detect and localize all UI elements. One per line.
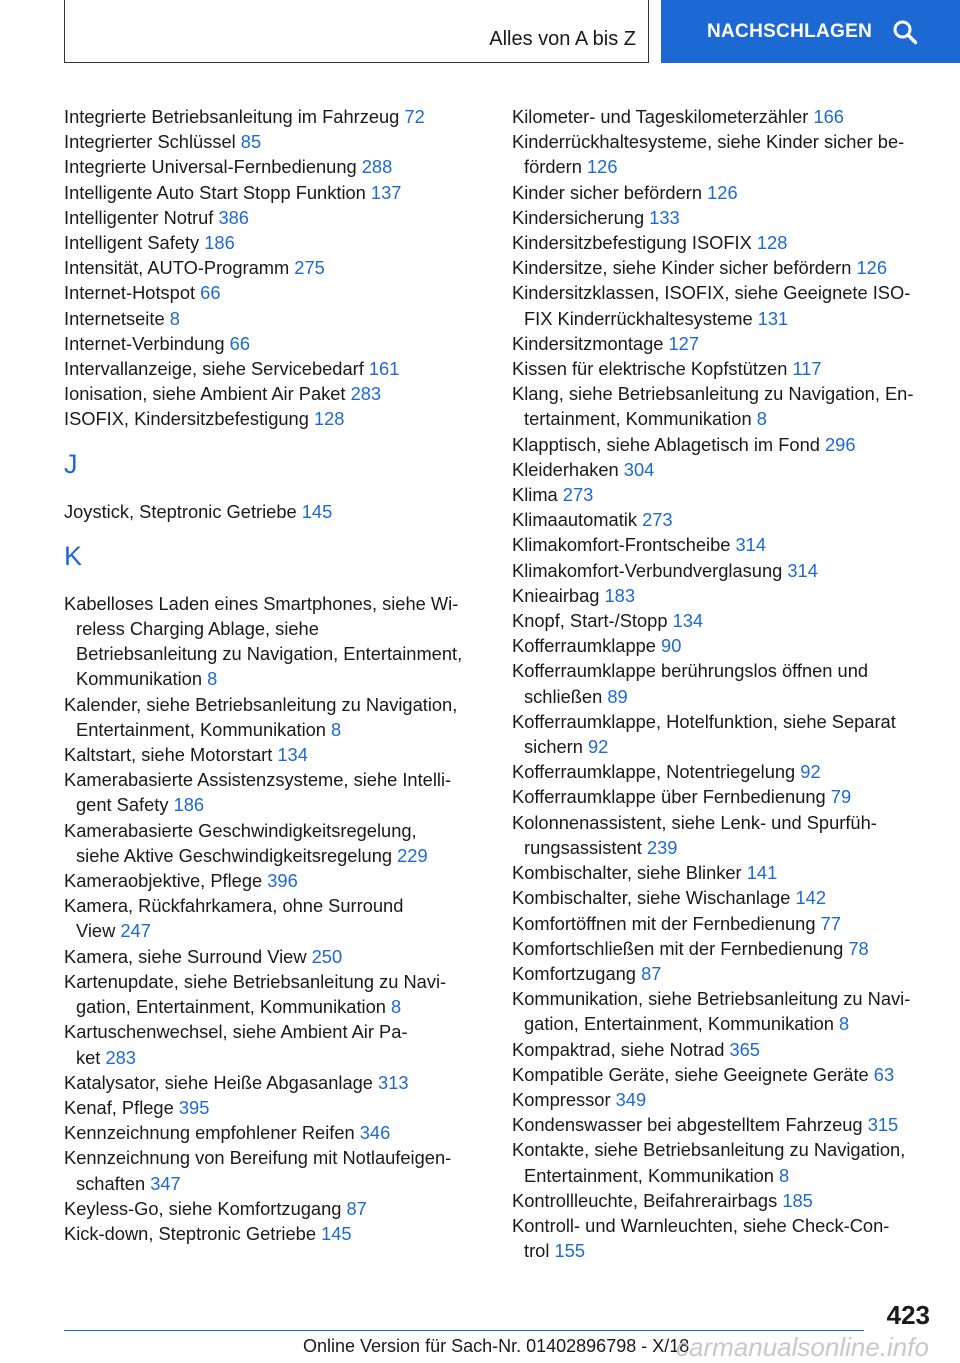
entry-term: Klima (512, 484, 563, 506)
page-reference-link[interactable]: 133 (649, 206, 680, 228)
index-entry (512, 381, 932, 431)
page-reference-link[interactable]: 395 (178, 1096, 210, 1118)
entry-term: Kartenupdate, siehe Betriebsanleitung zu Navi- (64, 970, 447, 992)
page-reference-link[interactable]: 346 (359, 1122, 391, 1144)
header-section-box (64, 0, 649, 63)
entry-term: Entertainment, Kommunikation (76, 718, 332, 740)
entry-term: Integrierte Universal-Fernbedienung (64, 156, 362, 178)
page-reference-link[interactable]: 186 (204, 232, 235, 254)
index-entry (512, 633, 932, 658)
index-entry (512, 255, 932, 280)
entry-term: Kennzeichnung von Bereifung mit Notlaufeigen- (64, 1147, 452, 1169)
index-entry (512, 1188, 932, 1213)
index-entry (64, 280, 484, 305)
index-entry (64, 255, 484, 280)
entry-term: Kinderrückhaltesysteme, siehe Kinder sicher be- (512, 131, 905, 153)
page-reference-link[interactable]: 250 (311, 945, 343, 967)
index-entry (512, 104, 932, 129)
index-entry (512, 432, 932, 457)
tab-nachschlagen[interactable] (661, 0, 960, 63)
entry-term: Intelligente Auto Start Stopp Funktion (64, 181, 371, 203)
entry-term: gation, Entertainment, Kommunikation (524, 1013, 840, 1035)
page-reference-link[interactable]: 229 (397, 844, 428, 866)
index-entry (512, 860, 932, 885)
page-reference-link[interactable]: 127 (668, 332, 700, 354)
page-reference-link[interactable]: 79 (830, 786, 852, 808)
entry-term: siehe Aktive Geschwindigkeitsregelung (76, 844, 398, 866)
entry-term: Knopf, Start-/Stopp (512, 610, 673, 632)
index-entry (64, 742, 484, 767)
entry-term: Kindersitze, siehe Kinder sicher befördern (512, 257, 857, 279)
entry-term: Komfortzugang (512, 962, 642, 984)
page-reference-link[interactable]: 314 (787, 559, 818, 581)
page-reference-link[interactable]: 365 (729, 1038, 760, 1060)
tab-label: NACHSCHLAGEN (707, 20, 873, 42)
page-reference-link[interactable]: 90 (661, 635, 682, 657)
entry-term: Intervallanzeige, siehe Servicebedarf (64, 358, 369, 380)
index-entry (64, 381, 484, 406)
index-entry (512, 129, 932, 179)
entry-term: Intelligenter Notruf (64, 206, 219, 228)
index-entry (512, 961, 932, 986)
page-reference-link[interactable]: 72 (404, 106, 425, 127)
page-reference-link[interactable]: 247 (120, 920, 151, 942)
page-reference-link[interactable]: 296 (825, 433, 856, 455)
index-entry (64, 818, 484, 868)
index-entry (512, 230, 932, 255)
entry-term: Kennzeichnung empfohlener Reifen (64, 1122, 360, 1144)
entry-term: Kompressor (512, 1088, 616, 1110)
entry-term: Klang, siehe Betriebsanleitung zu Navigation, En- (512, 383, 914, 405)
index-column-right (512, 104, 932, 1263)
index-entry (512, 280, 932, 330)
page-reference-link[interactable]: 396 (267, 870, 298, 892)
entry-term: Komfortöffnen mit der Fernbedienung (512, 912, 821, 934)
page-reference-link[interactable]: 77 (820, 912, 841, 934)
entry-term: Klimakomfort-Frontscheibe (512, 534, 736, 556)
entry-term: Kontrollleuchte, Beifahrerairbags (512, 1189, 783, 1211)
entry-term: Kompaktrad, siehe Notrad (512, 1038, 730, 1060)
index-entry (64, 306, 484, 331)
index-entry (512, 759, 932, 784)
page-reference-link[interactable]: 8 (331, 718, 342, 740)
page-reference-link[interactable]: 304 (623, 458, 655, 480)
page-reference-link[interactable]: 134 (672, 610, 704, 632)
index-entry (512, 1137, 932, 1187)
entry-term: Intensität, AUTO-Programm (64, 257, 295, 279)
entry-term: Intelligent Safety (64, 232, 205, 254)
entry-term: Kartuschenwechsel, siehe Ambient Air Pa- (64, 1021, 408, 1043)
index-entry (512, 608, 932, 633)
index-entry (64, 154, 484, 179)
entry-term: Kinder sicher befördern (512, 181, 708, 203)
page-reference-link[interactable]: 275 (294, 257, 325, 279)
page-reference-link[interactable]: 273 (642, 509, 673, 531)
entry-term: Internetseite (64, 307, 170, 329)
index-entry (512, 583, 932, 608)
index-entry (512, 936, 932, 961)
index-entry (64, 1196, 484, 1221)
entry-term: Kindersitzklassen, ISOFIX, siehe Geeignete ISO- (512, 282, 911, 304)
index-entry (64, 1019, 484, 1069)
entry-term: Kondenswasser bei abgestelltem Fahrzeug (512, 1114, 868, 1136)
index-entry (512, 709, 932, 759)
entry-term: Kindersicherung (512, 206, 650, 228)
page-reference-link[interactable]: 283 (105, 1046, 136, 1068)
index-entry (64, 692, 484, 742)
page-reference-link[interactable]: 349 (615, 1088, 647, 1110)
entry-term: sichern (524, 736, 589, 758)
page-reference-link[interactable]: 131 (757, 307, 789, 329)
entry-term: Kofferraumklappe berührungslos öffnen und (512, 660, 869, 682)
entry-term: Entertainment, Kommunikation (524, 1164, 780, 1186)
page-reference-link[interactable]: 273 (562, 484, 594, 506)
page-reference-link[interactable]: 8 (779, 1164, 790, 1186)
index-entry (512, 482, 932, 507)
page-reference-link[interactable]: 66 (229, 332, 251, 354)
index-entry (64, 180, 484, 205)
entry-term: fördern (524, 156, 588, 178)
index-entry (512, 1037, 932, 1062)
page-reference-link[interactable]: 87 (641, 962, 662, 984)
index-entry (512, 784, 932, 809)
page-reference-link[interactable]: 183 (604, 584, 636, 606)
entry-term: Knieairbag (512, 584, 605, 606)
page-reference-link[interactable]: 8 (391, 996, 402, 1018)
entry-term: schließen (524, 685, 608, 707)
page-reference-link[interactable]: 63 (873, 1063, 895, 1085)
entry-term: Kofferraumklappe, Hotelfunktion, siehe Separat (512, 710, 896, 732)
page-reference-link[interactable]: 126 (707, 181, 738, 203)
entry-term: Kofferraumklappe (512, 635, 662, 657)
page-reference-link[interactable]: 128 (313, 408, 345, 430)
entry-term: Kommunikation (76, 668, 208, 690)
index-entry (64, 1221, 484, 1246)
entry-term: Katalysator, siehe Heiße Abgasanlage (64, 1071, 379, 1093)
index-entry (64, 104, 484, 129)
page-reference-link[interactable]: 92 (588, 736, 609, 758)
index-entry (64, 230, 484, 255)
entry-term: tertainment, Kommunikation (524, 408, 757, 430)
index-entry (64, 1095, 484, 1120)
index-entry (512, 457, 932, 482)
entry-term: Kissen für elektrische Kopfstützen (512, 358, 793, 380)
index-entry (64, 499, 484, 524)
index-entry (64, 129, 484, 154)
index-entry (512, 507, 932, 532)
entry-term: Keyless-Go, siehe Komfortzugang (64, 1197, 347, 1219)
page-reference-link[interactable]: 142 (795, 887, 827, 909)
index-entry (512, 658, 932, 708)
page-reference-link[interactable]: 166 (813, 106, 844, 127)
entry-term: Kombischalter, siehe Blinker (512, 862, 747, 884)
page-number: 423 (886, 1300, 930, 1330)
index-entry (64, 969, 484, 1019)
index-entry (64, 1070, 484, 1095)
entry-term: Klimakomfort-Verbundverglasung (512, 559, 788, 581)
index-letter-heading: K (64, 540, 83, 571)
page-reference-link[interactable]: 185 (782, 1189, 813, 1211)
page-reference-link[interactable]: 314 (735, 534, 767, 556)
entry-term: Joystick, Steptronic Getriebe (64, 500, 302, 522)
page-reference-link[interactable]: 87 (346, 1197, 367, 1219)
index-entry (64, 406, 484, 431)
page-reference-link[interactable]: 386 (218, 206, 249, 228)
entry-term: gation, Entertainment, Kommunikation (76, 996, 392, 1018)
entry-term: Kolonnenassistent, siehe Lenk- und Spurfüh- (512, 811, 877, 833)
page-reference-link[interactable]: 288 (361, 156, 393, 178)
page-reference-link[interactable]: 161 (368, 358, 400, 380)
entry-term: Kamerabasierte Assistenzsysteme, siehe Intelli- (64, 769, 452, 791)
page-reference-link[interactable]: 8 (839, 1013, 850, 1035)
page-reference-link[interactable]: 8 (207, 668, 218, 690)
index-entry (512, 810, 932, 860)
page-reference-link[interactable]: 78 (848, 937, 869, 959)
entry-term: Klimaautomatik (512, 509, 643, 531)
entry-term: Integrierte Betriebsanleitung im Fahrzeug (64, 106, 405, 127)
entry-term: reless Charging Ablage, siehe (76, 618, 319, 640)
index-entry (64, 356, 484, 381)
section-title: Alles von A bis Z (489, 28, 636, 50)
index-entry (64, 893, 484, 943)
entry-term: Kontroll- und Warnleuchten, siehe Check-Con- (512, 1214, 890, 1236)
index-entry (64, 944, 484, 969)
entry-term: Kick-down, Steptronic Getriebe (64, 1222, 322, 1244)
index-entry (512, 986, 932, 1036)
entry-term: Kindersitzbefestigung ISOFIX (512, 232, 757, 254)
online-version-text: Online Version für Sach-Nr. 01402896798 - X/18 (303, 1336, 690, 1356)
entry-term: Kommunikation, siehe Betriebsanleitung zu Navi- (512, 988, 911, 1010)
entry-term: Kleiderhaken (512, 458, 624, 480)
index-entry (64, 591, 484, 692)
entry-term: Kenaf, Pflege (64, 1096, 179, 1118)
index-entry (64, 331, 484, 356)
entry-term: Internet-Verbindung (64, 332, 230, 354)
page-reference-link[interactable]: 117 (792, 358, 822, 380)
entry-term: Kontakte, siehe Betriebsanleitung zu Navigation, (512, 1139, 906, 1161)
watermark: carmanualsonline.info (676, 1332, 929, 1362)
index-entry (64, 1120, 484, 1145)
page-reference-link[interactable]: 315 (867, 1114, 899, 1136)
entry-term: Betriebsanleitung zu Navigation, Entertainment, (76, 643, 463, 665)
index-entry (512, 205, 932, 230)
entry-term: Kofferraumklappe über Fernbedienung (512, 786, 831, 808)
entry-term: rungsassistent (524, 836, 647, 858)
index-entry (512, 911, 932, 936)
page-reference-link[interactable]: 126 (856, 257, 887, 279)
entry-term: Klapptisch, siehe Ablagetisch im Fond (512, 433, 825, 455)
page-reference-link[interactable]: 186 (173, 794, 205, 816)
entry-term: Kamera, Rückfahrkamera, ohne Surround (64, 895, 404, 917)
page-reference-link[interactable]: 85 (240, 131, 262, 153)
entry-term: Kabelloses Laden eines Smartphones, siehe Wi- (64, 592, 459, 614)
entry-term: Komfortschließen mit der Fernbedienung (512, 937, 849, 959)
page-reference-link[interactable]: 126 (587, 156, 618, 178)
entry-term: Kompatible Geräte, siehe Geeignete Geräte (512, 1063, 874, 1085)
page-reference-link[interactable]: 89 (607, 685, 628, 707)
page-reference-link[interactable]: 313 (378, 1071, 409, 1093)
page-reference-link[interactable]: 66 (200, 282, 221, 304)
index-entry (64, 1145, 484, 1195)
entry-term: Kindersitzmontage (512, 332, 669, 354)
entry-term: trol (524, 1240, 555, 1262)
index-entry (64, 767, 484, 817)
entry-term: ISOFIX, Kindersitzbefestigung (64, 408, 314, 430)
index-entry (512, 558, 932, 583)
index-column-left (64, 104, 484, 1246)
index-entry (512, 1112, 932, 1137)
entry-term: Kamera, siehe Surround View (64, 945, 312, 967)
page-reference-link[interactable]: 141 (746, 862, 778, 884)
entry-term: Kofferraumklappe, Notentriegelung (512, 761, 801, 783)
entry-term: Kalender, siehe Betriebsanleitung zu Navigation, (64, 693, 458, 715)
page-reference-link[interactable]: 137 (370, 181, 402, 203)
page-reference-link[interactable]: 155 (554, 1240, 585, 1262)
entry-term: Kilometer- und Tageskilometerzähler (512, 106, 814, 127)
index-entry (512, 331, 932, 356)
search-icon[interactable] (892, 19, 918, 45)
entry-term: View (76, 920, 121, 942)
entry-term: ket (76, 1046, 106, 1068)
index-entry (512, 1062, 932, 1087)
entry-term: FIX Kinderrückhaltesysteme (524, 307, 758, 329)
index-entry (512, 1213, 932, 1263)
entry-term: schaften (76, 1172, 151, 1194)
page-reference-link[interactable]: 8 (169, 307, 180, 329)
page-reference-link[interactable]: 8 (756, 408, 767, 430)
entry-term: Ionisation, siehe Ambient Air Paket (64, 383, 351, 405)
page-reference-link[interactable]: 347 (150, 1172, 181, 1194)
index-entry (512, 885, 932, 910)
page-reference-link[interactable]: 145 (321, 1222, 352, 1244)
entry-term: Internet-Hotspot (64, 282, 201, 304)
index-entry (512, 180, 932, 205)
index-entry (512, 532, 932, 557)
page-reference-link[interactable]: 283 (350, 383, 382, 405)
page-reference-link[interactable]: 128 (756, 232, 788, 254)
entry-term: gent Safety (76, 794, 174, 816)
entry-term: Kamerabasierte Geschwindigkeitsregelung, (64, 819, 417, 841)
entry-term: Kaltstart, siehe Motorstart (64, 744, 278, 766)
page-reference-link[interactable]: 134 (277, 744, 308, 766)
index-entry (512, 356, 932, 381)
page-reference-link[interactable]: 145 (301, 500, 333, 522)
entry-term: Kameraobjektive, Pflege (64, 870, 268, 892)
page-reference-link[interactable]: 239 (646, 836, 678, 858)
footer-divider (64, 1330, 864, 1331)
index-entry (512, 1087, 932, 1112)
entry-term: Integrierter Schlüssel (64, 131, 241, 153)
index-entry (64, 868, 484, 893)
index-entry (64, 205, 484, 230)
entry-term: Kombischalter, siehe Wischanlage (512, 887, 796, 909)
page-reference-link[interactable]: 92 (800, 761, 821, 783)
index-letter-heading: J (64, 448, 78, 479)
